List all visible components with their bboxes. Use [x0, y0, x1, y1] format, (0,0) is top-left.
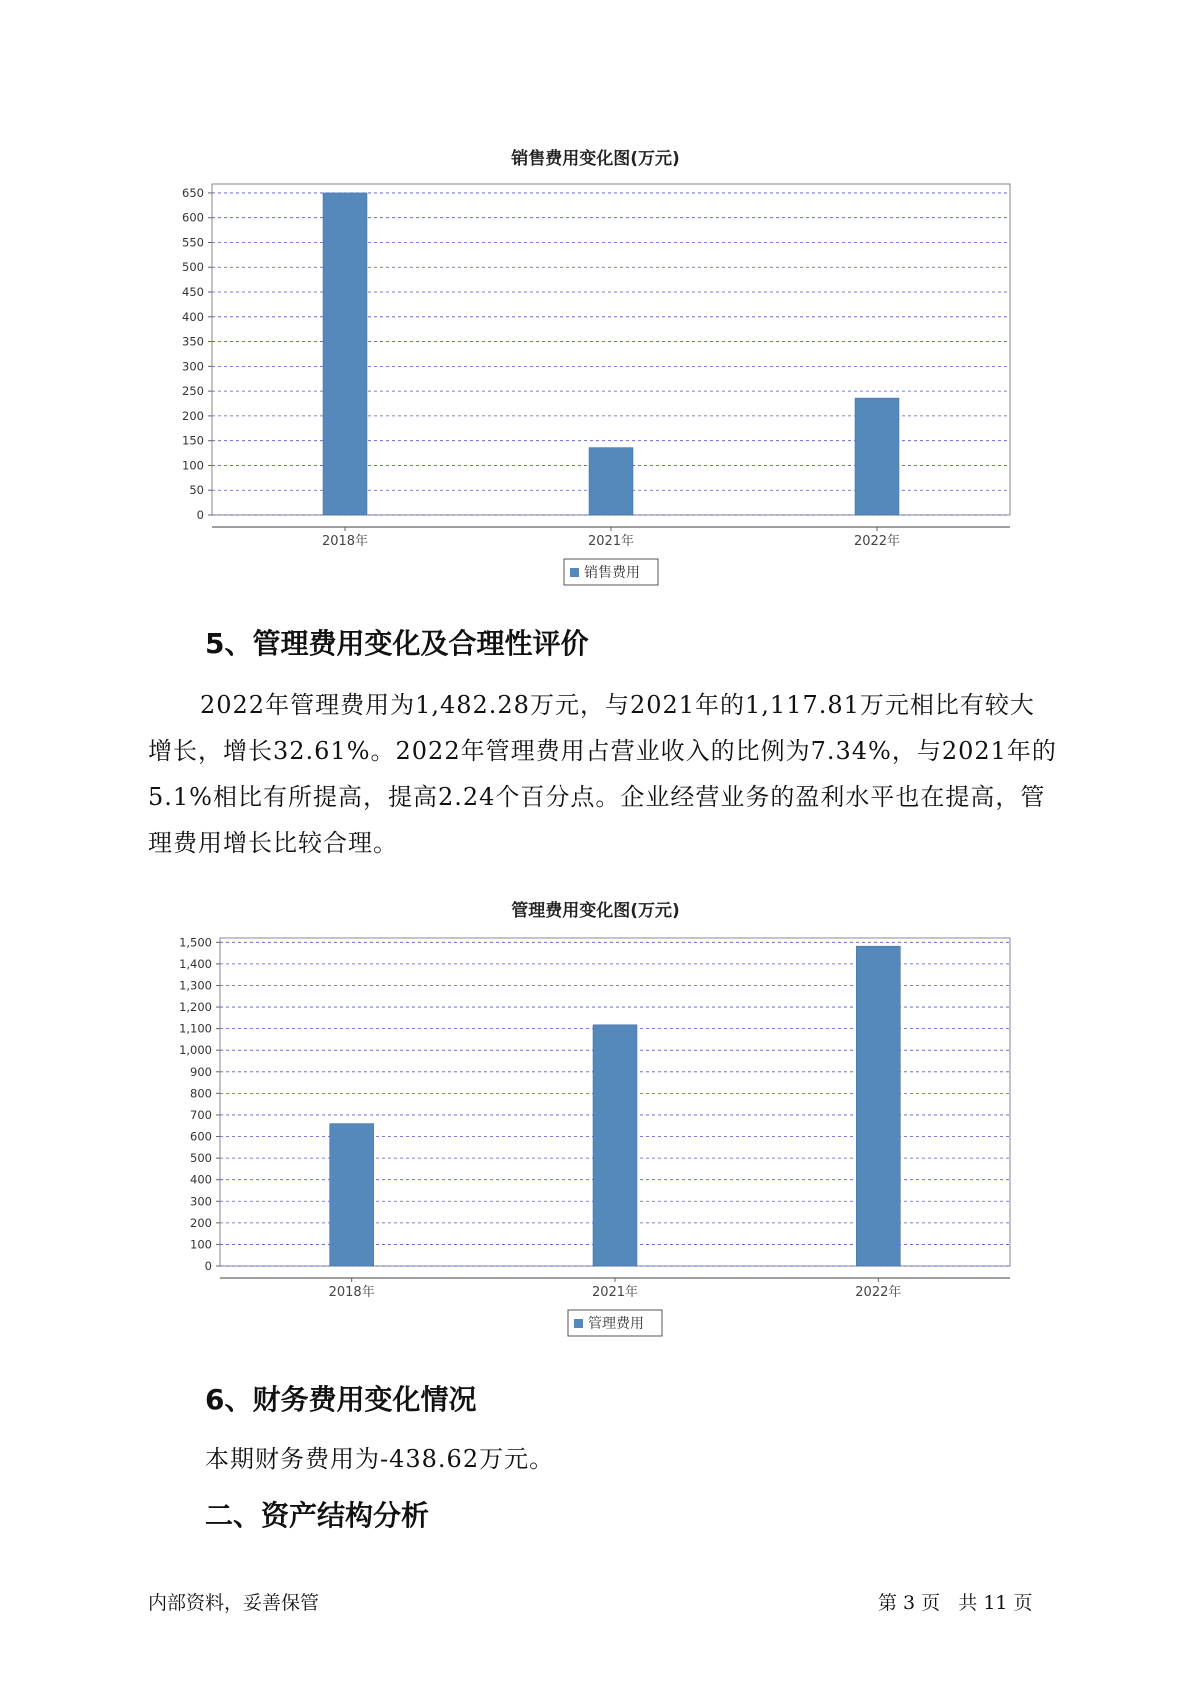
bar [330, 1124, 374, 1266]
section5-heading: 5、管理费用变化及合理性评价 [205, 627, 589, 660]
y-tick-label: 600 [190, 1129, 212, 1144]
y-tick-label: 600 [182, 210, 204, 225]
legend-label: 管理费用 [588, 1316, 644, 1332]
y-tick-label: 0 [204, 1259, 212, 1273]
y-tick-label: 300 [182, 359, 204, 374]
bar [855, 398, 899, 515]
sales-expense-chart [0, 170, 1191, 620]
bar [323, 193, 367, 515]
section5-paragraph: 2022年管理费用为1,482.28万元，与2021年的1,117.81万元相比有较大增长，增长32.61%。2022年管理费用占营业收入的比例为7.34%，与2021年的5.1%相比有所提高，提高2.24个百分点。企业经营业务的盈利水平也在提高，管理费用增长比较合理。 [148, 691, 1057, 857]
legend-swatch [570, 568, 579, 577]
x-tick-label: 2022年 [853, 534, 901, 549]
chart2-title: 管理费用变化图(万元) [511, 901, 680, 921]
y-tick-label: 500 [190, 1151, 212, 1166]
section6-heading: 6、财务费用变化情况 [205, 1383, 477, 1416]
bar [593, 1025, 637, 1266]
bar [856, 946, 900, 1266]
section-two-heading: 二、资产结构分析 [205, 1499, 430, 1532]
y-tick-label: 200 [190, 1215, 212, 1230]
x-tick-label: 2018年 [328, 1285, 375, 1300]
y-tick-label: 350 [182, 334, 204, 349]
x-tick-label: 2021年 [591, 1285, 639, 1300]
footer-page-number: 第 3 页 共 11 页 [878, 1592, 1033, 1614]
y-tick-label: 1,500 [179, 935, 212, 950]
bar [589, 448, 633, 515]
y-tick-label: 300 [190, 1194, 212, 1209]
y-tick-label: 500 [182, 260, 204, 275]
y-tick-label: 1,200 [179, 1000, 212, 1015]
y-tick-label: 1,400 [179, 956, 212, 971]
y-tick-label: 650 [182, 185, 204, 200]
legend-label: 销售费用 [584, 565, 640, 581]
y-tick-label: 0 [196, 508, 204, 522]
x-tick-label: 2018年 [321, 534, 369, 549]
y-tick-label: 700 [190, 1107, 212, 1122]
section6-paragraph: 本期财务费用为-438.62万元。 [205, 1445, 555, 1473]
y-tick-label: 100 [182, 458, 204, 473]
legend-swatch [574, 1319, 583, 1328]
y-tick-label: 550 [182, 235, 204, 250]
y-tick-label: 100 [190, 1237, 212, 1252]
y-tick-label: 400 [182, 309, 204, 324]
y-tick-label: 150 [182, 433, 204, 448]
y-tick-label: 1,300 [179, 978, 212, 993]
y-tick-label: 1,100 [179, 1021, 212, 1036]
y-tick-label: 200 [182, 408, 204, 423]
y-tick-label: 400 [190, 1172, 212, 1187]
chart1-title: 销售费用变化图(万元) [511, 149, 680, 169]
x-tick-label: 2022年 [855, 1285, 902, 1300]
footer-left: 内部资料，妥善保管 [148, 1592, 320, 1614]
y-tick-label: 250 [182, 384, 204, 399]
x-tick-label: 2021年 [587, 534, 635, 549]
y-tick-label: 900 [190, 1064, 212, 1079]
y-tick-label: 800 [190, 1086, 212, 1101]
y-tick-label: 1,000 [179, 1043, 212, 1058]
admin-expense-chart [0, 924, 1191, 1374]
y-tick-label: 450 [182, 285, 204, 300]
y-tick-label: 50 [189, 483, 204, 498]
